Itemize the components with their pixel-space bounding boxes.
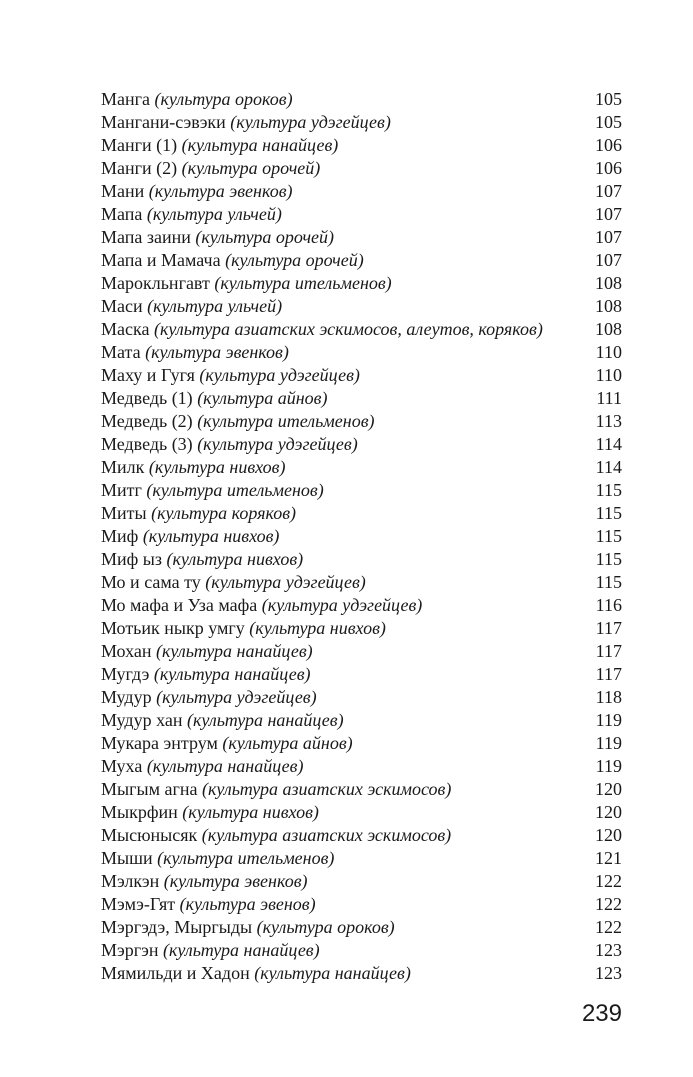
entry-term: Маси xyxy=(101,296,143,316)
entry-culture: (культура айнов) xyxy=(222,733,353,753)
index-entry xyxy=(101,962,622,985)
index-entry xyxy=(101,295,622,318)
entry-culture: (культура нанайцев) xyxy=(186,710,344,730)
entry-term: Мэлкэн xyxy=(101,871,160,891)
entry-page-number: 120 xyxy=(595,779,622,799)
index-entry xyxy=(101,870,622,893)
entry-page-number: 105 xyxy=(595,89,622,109)
index-entry xyxy=(101,847,622,870)
index-entry xyxy=(101,88,622,111)
entry-term: Мыгым агна xyxy=(101,779,198,799)
entry-label xyxy=(101,801,319,824)
entry-page-number: 108 xyxy=(595,273,622,293)
entry-culture: (культура нивхов) xyxy=(249,618,386,638)
index-entry xyxy=(101,387,622,410)
entry-label xyxy=(101,387,327,410)
entry-label xyxy=(101,709,344,732)
index-entry xyxy=(101,341,622,364)
entry-label xyxy=(101,111,391,134)
entry-culture: (культура эвенков) xyxy=(148,181,293,201)
entry-page-number: 113 xyxy=(595,411,622,431)
entry-term: Маху и Гугя xyxy=(101,365,195,385)
entry-label xyxy=(101,525,279,548)
page-number: 239 xyxy=(581,1000,622,1027)
index-entry xyxy=(101,778,622,801)
entry-label xyxy=(101,594,422,617)
entry-page-number: 114 xyxy=(595,457,622,477)
index-entry xyxy=(101,180,622,203)
entry-label xyxy=(101,502,296,525)
entry-term: Миф ыз xyxy=(101,549,163,569)
index-entry xyxy=(101,157,622,180)
entry-page-number: 117 xyxy=(595,664,622,684)
entry-term: Мо и сама ту xyxy=(101,572,201,592)
index-entry xyxy=(101,410,622,433)
entry-page-number: 115 xyxy=(595,549,622,569)
entry-page-number: 110 xyxy=(595,365,622,385)
entry-page-number: 107 xyxy=(595,227,622,247)
entry-page-number: 120 xyxy=(595,802,622,822)
entry-label xyxy=(101,755,303,778)
entry-page-number: 119 xyxy=(595,733,622,753)
index-entry xyxy=(101,249,622,272)
entry-culture: (культура ительменов) xyxy=(214,273,392,293)
entry-page-number: 107 xyxy=(595,204,622,224)
entry-label xyxy=(101,893,316,916)
entry-label xyxy=(101,157,320,180)
entry-label xyxy=(101,318,543,341)
entry-label xyxy=(101,433,358,456)
index-list xyxy=(101,88,622,985)
entry-term: Маска xyxy=(101,319,150,339)
entry-page-number: 107 xyxy=(595,250,622,270)
index-entry xyxy=(101,571,622,594)
entry-page-number: 117 xyxy=(595,618,622,638)
entry-page-number: 115 xyxy=(595,480,622,500)
entry-term: Мани xyxy=(101,181,145,201)
entry-term: Мудур хан xyxy=(101,710,183,730)
entry-label xyxy=(101,640,313,663)
entry-term: Манги (2) xyxy=(101,158,178,178)
entry-culture: (культура ительменов) xyxy=(146,480,324,500)
entry-term: Манги (1) xyxy=(101,135,178,155)
entry-term: Манга xyxy=(101,89,150,109)
entry-term: Мохан xyxy=(101,641,152,661)
index-entry xyxy=(101,709,622,732)
entry-label xyxy=(101,456,286,479)
entry-label xyxy=(101,686,317,709)
entry-page-number: 122 xyxy=(595,871,622,891)
index-entry xyxy=(101,272,622,295)
entry-page-number: 121 xyxy=(595,848,622,868)
entry-term: Милк xyxy=(101,457,145,477)
entry-term: Митг xyxy=(101,480,142,500)
entry-label xyxy=(101,939,320,962)
entry-culture: (культура нивхов) xyxy=(182,802,319,822)
index-entry xyxy=(101,433,622,456)
entry-label xyxy=(101,617,386,640)
entry-page-number: 110 xyxy=(595,342,622,362)
entry-page-number: 108 xyxy=(595,296,622,316)
entry-label xyxy=(101,778,451,801)
entry-page-number: 115 xyxy=(595,572,622,592)
entry-culture: (культура нанайцев) xyxy=(254,963,411,983)
entry-culture: (культура ороков) xyxy=(154,89,293,109)
entry-culture: (культура азиатских эскимосов, алеутов, коряков) xyxy=(153,319,543,339)
entry-term: Медведь (1) xyxy=(101,388,193,408)
entry-culture: (культура азиатских эскимосов) xyxy=(201,779,452,799)
entry-page-number: 115 xyxy=(595,526,622,546)
entry-page-number: 118 xyxy=(595,687,622,707)
index-entry xyxy=(101,663,622,686)
entry-culture: (культура орочей) xyxy=(225,250,364,270)
entry-label xyxy=(101,410,375,433)
index-entry xyxy=(101,801,622,824)
entry-culture: (культура ульчей) xyxy=(146,204,282,224)
entry-page-number: 120 xyxy=(595,825,622,845)
entry-culture: (культура нанайцев) xyxy=(156,641,313,661)
index-entry xyxy=(101,502,622,525)
entry-page-number: 123 xyxy=(595,963,622,983)
entry-label xyxy=(101,571,366,594)
entry-term: Мыши xyxy=(101,848,153,868)
entry-culture: (культура ульчей) xyxy=(147,296,283,316)
index-entry xyxy=(101,824,622,847)
entry-culture: (культура ительменов) xyxy=(197,411,375,431)
index-entry xyxy=(101,686,622,709)
entry-culture: (культура орочей) xyxy=(195,227,335,247)
entry-culture: (культура нивхов) xyxy=(166,549,304,569)
entry-page-number: 122 xyxy=(595,894,622,914)
entry-term: Мудур xyxy=(101,687,152,707)
entry-label xyxy=(101,364,360,387)
index-entry xyxy=(101,364,622,387)
entry-term: Миты xyxy=(101,503,147,523)
entry-culture: (культура удэгейцев) xyxy=(156,687,317,707)
entry-term: Мапа заини xyxy=(101,227,191,247)
entry-term: Мэргэдэ, Мыргыды xyxy=(101,917,253,937)
index-entry xyxy=(101,318,622,341)
index-entry xyxy=(101,640,622,663)
entry-term: Мысюнысяк xyxy=(101,825,198,845)
entry-page-number: 108 xyxy=(595,319,622,339)
index-entry xyxy=(101,916,622,939)
entry-culture: (культура эвенков) xyxy=(145,342,289,362)
entry-term: Мэмэ-Гят xyxy=(101,894,176,914)
entry-culture: (культура орочей) xyxy=(181,158,321,178)
entry-culture: (культура ороков) xyxy=(256,917,395,937)
entry-page-number: 116 xyxy=(595,595,622,615)
entry-label xyxy=(101,870,308,893)
entry-culture: (культура коряков) xyxy=(151,503,297,523)
entry-culture: (культура эвенов) xyxy=(179,894,316,914)
entry-page-number: 117 xyxy=(595,641,622,661)
entry-label xyxy=(101,341,289,364)
index-entry xyxy=(101,203,622,226)
entry-culture: (культура нивхов) xyxy=(148,457,286,477)
entry-culture: (культура нанайцев) xyxy=(181,135,339,155)
entry-label xyxy=(101,824,451,847)
entry-term: Мапа xyxy=(101,204,143,224)
entry-term: Мотьик ныкр умгу xyxy=(101,618,245,638)
index-entry xyxy=(101,755,622,778)
entry-label xyxy=(101,272,392,295)
entry-term: Мо мафа и Уза мафа xyxy=(101,595,258,615)
entry-page-number: 119 xyxy=(595,756,622,776)
entry-page-number: 123 xyxy=(595,940,622,960)
entry-term: Мапа и Мамача xyxy=(101,250,221,270)
index-entry xyxy=(101,111,622,134)
entry-term: Мэргэн xyxy=(101,940,159,960)
entry-label xyxy=(101,88,293,111)
entry-label xyxy=(101,847,334,870)
entry-term: Медведь (2) xyxy=(101,411,193,431)
entry-label xyxy=(101,295,282,318)
entry-label xyxy=(101,962,411,985)
entry-term: Мямильди и Хадон xyxy=(101,963,250,983)
entry-term: Муха xyxy=(101,756,143,776)
entry-label xyxy=(101,732,353,755)
index-entry xyxy=(101,134,622,157)
index-entry xyxy=(101,548,622,571)
entry-label xyxy=(101,226,334,249)
entry-term: Медведь (3) xyxy=(101,434,193,454)
entry-label xyxy=(101,203,282,226)
entry-culture: (культура удэгейцев) xyxy=(261,595,423,615)
entry-culture: (культура нанайцев) xyxy=(162,940,320,960)
entry-culture: (культура удэгейцев) xyxy=(197,434,358,454)
entry-culture: (культура удэгейцев) xyxy=(205,572,366,592)
index-entry xyxy=(101,939,622,962)
index-entry xyxy=(101,456,622,479)
index-entry xyxy=(101,594,622,617)
entry-page-number: 119 xyxy=(595,710,622,730)
entry-term: Мата xyxy=(101,342,141,362)
entry-label xyxy=(101,663,311,686)
entry-label xyxy=(101,548,303,571)
index-entry xyxy=(101,525,622,548)
entry-page-number: 106 xyxy=(595,158,622,178)
entry-term: Мугдэ xyxy=(101,664,150,684)
entry-culture: (культура айнов) xyxy=(197,388,328,408)
entry-culture: (культура азиатских эскимосов) xyxy=(201,825,452,845)
index-entry xyxy=(101,479,622,502)
entry-culture: (культура нанайцев) xyxy=(146,756,304,776)
entry-page-number: 107 xyxy=(595,181,622,201)
index-entry xyxy=(101,617,622,640)
entry-culture: (культура ительменов) xyxy=(157,848,335,868)
entry-culture: (культура эвенков) xyxy=(163,871,308,891)
entry-page-number: 122 xyxy=(595,917,622,937)
entry-culture: (культура нивхов) xyxy=(142,526,280,546)
entry-label xyxy=(101,134,338,157)
entry-term: Мангани-сэвэки xyxy=(101,112,226,132)
entry-term: Мыкрфин xyxy=(101,802,178,822)
entry-term: Марокльнгавт xyxy=(101,273,210,293)
entry-page-number: 115 xyxy=(595,503,622,523)
entry-term: Миф xyxy=(101,526,139,546)
entry-label xyxy=(101,249,364,272)
entry-culture: (культура нанайцев) xyxy=(153,664,311,684)
entry-page-number: 114 xyxy=(595,434,622,454)
index-entry xyxy=(101,732,622,755)
entry-page-number: 105 xyxy=(595,112,622,132)
index-entry xyxy=(101,226,622,249)
entry-label xyxy=(101,180,293,203)
entry-culture: (культура удэгейцев) xyxy=(230,112,391,132)
index-entry xyxy=(101,893,622,916)
entry-term: Мукара энтрум xyxy=(101,733,218,753)
entry-culture: (культура удэгейцев) xyxy=(199,365,360,385)
entry-page-number: 111 xyxy=(596,388,622,408)
entry-label xyxy=(101,916,395,939)
entry-page-number: 106 xyxy=(595,135,622,155)
entry-label xyxy=(101,479,324,502)
